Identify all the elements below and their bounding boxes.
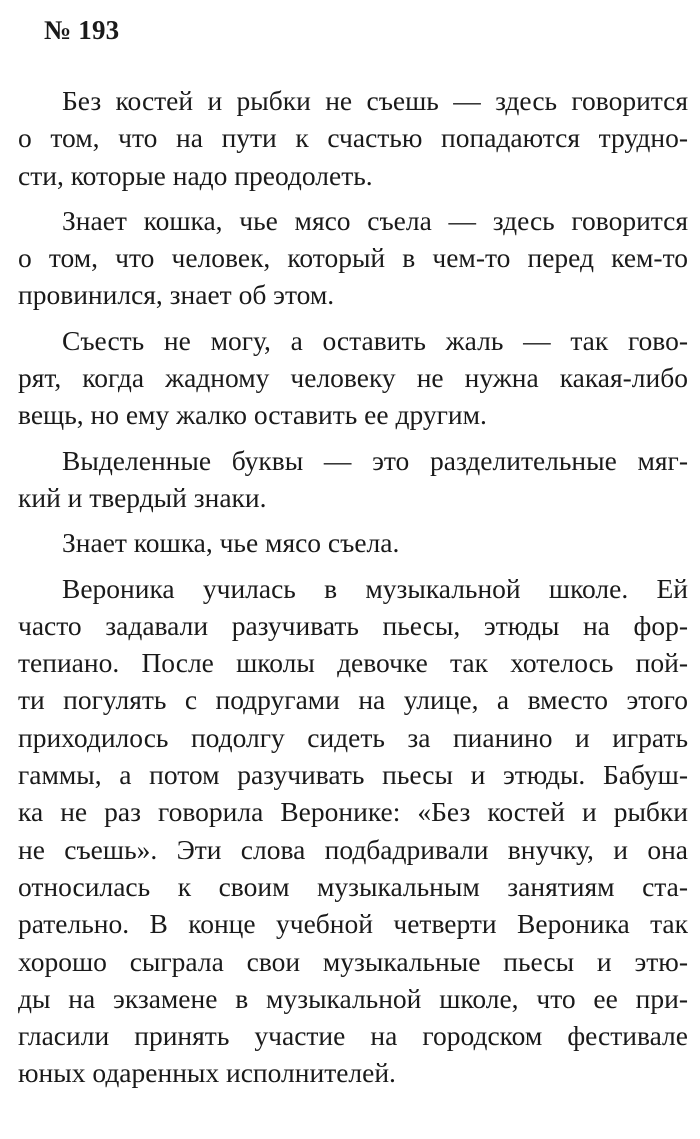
text-line: Знает кошка, чье мясо съела.: [62, 527, 400, 559]
text-line: рательно. В конце учебной четверти Вероника так: [18, 908, 688, 940]
paragraph-proverb-cat: [18, 202, 688, 314]
text-line: Выделенные буквы — это разделительные мяг-: [62, 444, 688, 476]
text-line: ка не раз говорила Веронике: «Без костей и рыбки: [18, 796, 688, 828]
text-line: часто задавали разучивать пьесы, этюды на фор-: [18, 609, 688, 641]
text-line: Без костей и рыбки не съешь — здесь говорится: [62, 85, 688, 116]
text-line: тепиано. После школы девочке так хотелось пой-: [18, 647, 688, 679]
text-line: не съешь». Эти слова подбадривали внучку, и она: [18, 833, 688, 865]
text-line: о том, что на пути к счастью попадаются трудно-: [18, 122, 688, 154]
text-line: относилась к своим музыкальным занятиям ста-: [18, 870, 688, 902]
text-line: ти погулять с подругами на улице, а вместо этого: [18, 684, 688, 716]
text-line: гласили принять участие на городском фестивале: [18, 1020, 688, 1052]
text-line: Съесть не могу, а оставить жаль — так гово-: [62, 324, 688, 356]
text-line: Знает кошка, чье мясо съела — здесь говорится: [62, 204, 688, 236]
text-line: Вероника училась в музыкальной школе. Ей: [62, 572, 688, 604]
text-line: кий и твердый знаки.: [18, 481, 267, 513]
exercise-number: № 193: [44, 15, 120, 45]
text-line: юных одаренных исполнителей.: [18, 1057, 396, 1089]
text-line: о том, что человек, который в чем-то перед кем-то: [18, 242, 688, 274]
paragraph-chosen-proverb: [18, 524, 688, 561]
paragraph-letters: [18, 442, 688, 517]
text-line: приходилось подолгу сидеть за пианино и играть: [18, 721, 688, 753]
paragraph-story: [18, 570, 688, 1092]
text-line: хорошо сыграла свои музыкальные пьесы и этю-: [18, 945, 688, 977]
paragraph-proverb-eat: [18, 322, 688, 434]
text-line: гаммы, а потом разучивать пьесы и этюды. Бабуш-: [18, 759, 688, 791]
paragraph-proverb-bones: [18, 82, 688, 194]
text-line: сти, которые надо преодолеть.: [18, 159, 373, 191]
text-line: провинился, знает об этом.: [18, 279, 335, 311]
text-line: вещь, но ему жалко оставить ее другим.: [18, 399, 487, 431]
text-line: рят, когда жадному человеку не нужна какая-либо: [18, 362, 688, 394]
text-line: ды на экзамене в музыкальной школе, что ее при-: [18, 982, 688, 1014]
